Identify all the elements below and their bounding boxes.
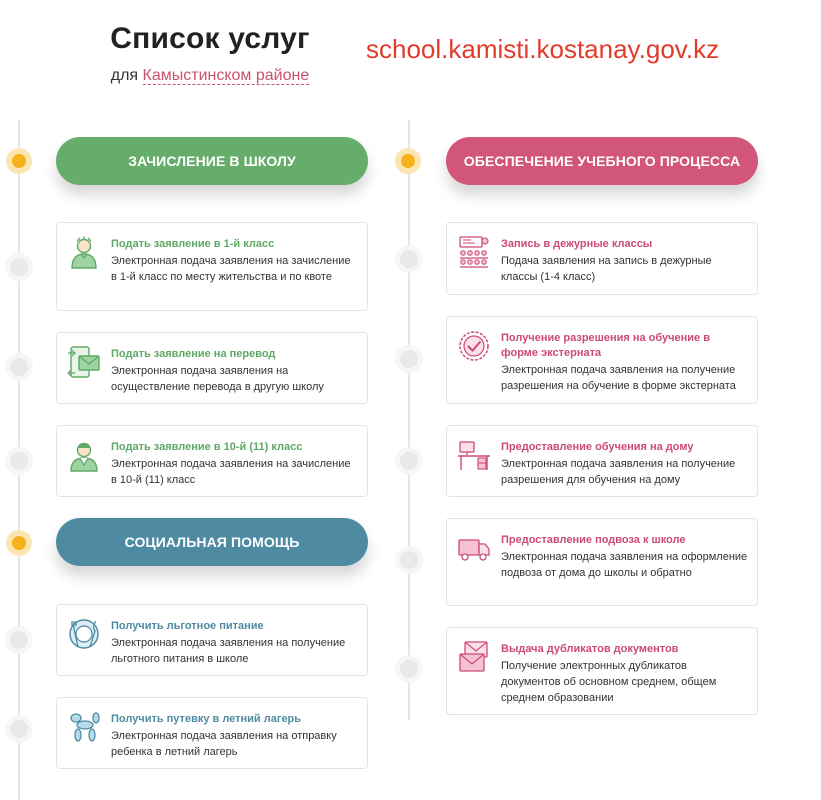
timeline-dot [10,631,28,649]
service-card-duplicate-documents[interactable] [446,627,758,715]
service-title: Получить путевку в летний лагерь [111,713,302,725]
child-icon [67,235,101,269]
service-description: Электронная подача заявления на отправку ребенка в летний лагерь [111,730,337,758]
service-description: Электронная подача заявления на получение разрешения для обучения на дому [501,458,736,486]
approval-stamp-icon [457,329,491,363]
service-title: Предоставление обучения на дому [501,441,694,453]
service-description: Электронная подача заявления на зачисление в 1-й класс по месту жительства и по квоте [111,255,351,283]
timeline-dot [400,452,418,470]
timeline-dot [400,660,418,678]
envelopes-icon [457,640,491,674]
service-title: Подать заявление в 10-й (11) класс [111,441,303,453]
page-subtitle [0,67,420,85]
timeline-right [408,120,410,720]
service-card-transfer[interactable] [56,332,368,404]
service-title: Подать заявление на перевод [111,348,276,360]
service-title: Получение разрешения на обучение в форме экстерната [501,332,710,359]
timeline-category-dot [401,154,415,168]
service-title: Предоставление подвоза к школе [501,534,686,546]
service-card-first-grade[interactable] [56,222,368,311]
service-card-meal[interactable] [56,604,368,676]
timeline-dot [10,258,28,276]
transfer-mail-icon [67,345,101,379]
timeline-dot [400,350,418,368]
site-url-overlay: school.kamisti.kostanay.gov.kz [366,34,720,64]
service-card-home-study[interactable] [446,425,758,497]
home-desk-icon [457,438,491,472]
service-description: Подача заявления на запись в дежурные классы (1-4 класс) [501,255,712,283]
service-title: Подать заявление в 1-й класс [111,238,275,250]
timeline-dot [10,452,28,470]
service-description: Электронная подача заявления на оформление подвоза от дома до школы и обратно [501,551,748,579]
balloon-dog-icon [67,710,101,744]
service-description: Получение электронных дубликатов документов об основном среднем, общем среднем образовании [501,660,717,704]
meal-icon [67,617,101,651]
service-description: Электронная подача заявления на получение льготного питания в школе [111,637,346,665]
service-description: Электронная подача заявления на осуществление перевода в другую школу [111,365,324,393]
service-title: Выдача дубликатов документов [501,643,679,655]
truck-icon [457,531,491,565]
service-card-tenth-grade[interactable] [56,425,368,497]
student-icon [67,438,101,472]
subtitle-prefix: для [110,67,139,84]
timeline-dot [10,358,28,376]
service-card-summer-camp[interactable] [56,697,368,769]
category-social-button[interactable]: СОЦИАЛЬНАЯ ПОМОЩЬ [56,518,368,566]
service-card-external-study[interactable] [446,316,758,404]
service-description: Электронная подача заявления на получение разрешения на обучение в форме экстерната [501,364,736,392]
service-description: Электронная подача заявления на зачисление в 10-й (11) класс [111,458,351,486]
category-education-button[interactable]: ОБЕСПЕЧЕНИЕ УЧЕБНОГО ПРОЦЕССА [446,137,758,185]
classroom-icon [457,235,491,269]
page-title: Список услуг [110,22,310,55]
timeline-dot [400,250,418,268]
category-enrollment-button[interactable]: ЗАЧИСЛЕНИЕ В ШКОЛУ [56,137,368,185]
service-card-school-transport[interactable] [446,518,758,606]
timeline-category-dot [12,154,26,168]
timeline-dot [400,551,418,569]
service-title: Запись в дежурные классы [501,238,653,250]
region-selector-link[interactable]: Камыстинском районе [142,67,310,84]
timeline-dot [10,720,28,738]
timeline-category-dot [12,536,26,550]
service-title: Получить льготное питание [111,620,264,632]
service-card-duty-classes[interactable] [446,222,758,295]
